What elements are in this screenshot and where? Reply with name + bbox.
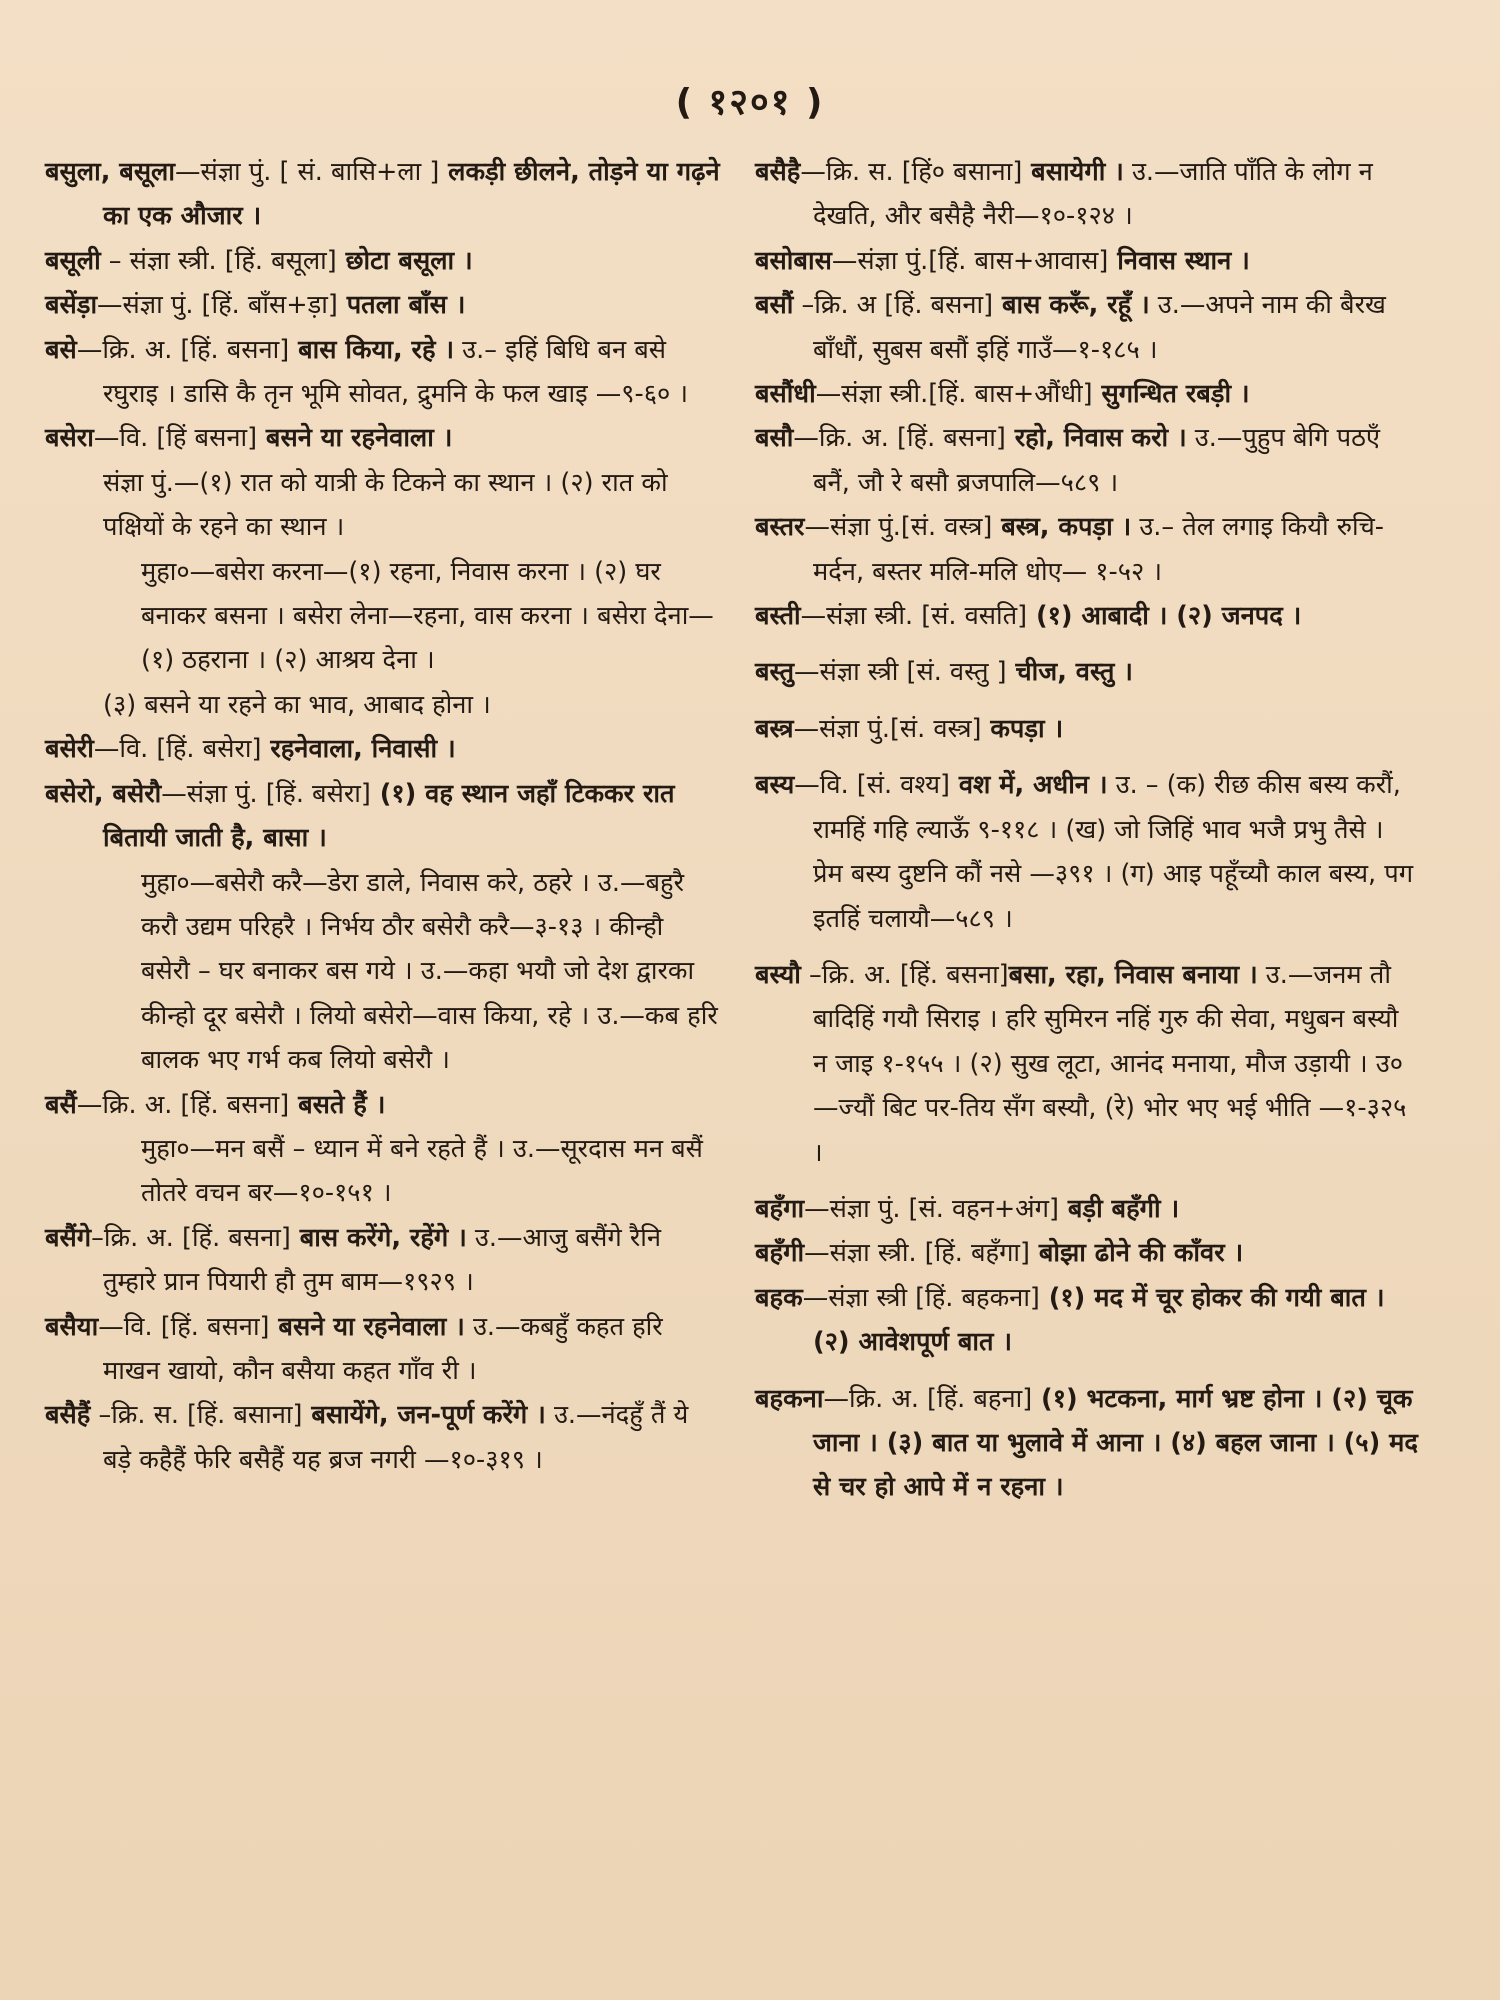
entry-definition: कपड़ा ।	[981, 713, 1064, 744]
dictionary-entry	[45, 283, 720, 327]
entry-headword: बसैं	[45, 1089, 77, 1120]
dictionary-entry	[755, 594, 1420, 638]
entry-subsense: (३) बसने या रहने का भाव, आबाद होना ।	[103, 689, 491, 720]
entry-example: उ.—कबहुँ कहत हरि माखन खायो, कौन बसैया कहत गाँव री ।	[103, 1311, 663, 1386]
entry-headword: बस्ती	[755, 601, 801, 632]
dictionary-entry	[45, 239, 720, 283]
entry-headword: बसौंधी	[755, 379, 816, 410]
entry-grammar: —क्रि. अ. [हिं. बसना]	[76, 1089, 290, 1120]
dictionary-entry	[755, 239, 1420, 283]
entry-definition: रहो, निवास करो ।	[1005, 423, 1187, 454]
entry-definition: बोझा ढोने की काँवर ।	[1029, 1238, 1244, 1269]
entry-example: उ.—जनम तौ बादिहिं गयौ सिराइ । हरि सुमिरन नहिं गुरु की सेवा, मधुबन बस्यौ न जाइ १-१५५ । (२) सुख लूटा, आनंद मनाया, मौज उड़ायी । उ०—ज्यौं बिट पर-तिय सँग बस्यौ, (रे) भोर भए भई भीति —१-३२५ ।	[813, 959, 1407, 1168]
entry-grammar: —संज्ञा पुं. [सं. वहन+अंग]	[804, 1193, 1059, 1224]
entry-grammar: —वि. [हिं. बसेरा]	[93, 734, 262, 765]
dictionary-entry	[755, 707, 1420, 751]
right-column	[755, 150, 1420, 1510]
entry-definition: निवास स्थान ।	[1108, 245, 1250, 276]
entry-example: उ.—पुहुप बेगि पठएँ बनैं, जौ रे बसौ ब्रजपालि—५८९ ।	[813, 423, 1380, 498]
dictionary-entry	[755, 1377, 1420, 1510]
dictionary-entry	[45, 150, 720, 239]
entry-definition: (१) भटकना, मार्ग भ्रष्ट होना । (२) चूक जाना । (३) बात या भुलावे में आना । (४) बहल जाना । (५) मद से चर हो आपे में न रहना ।	[813, 1383, 1418, 1503]
entry-grammar: –क्रि. स. [हिं. बसाना]	[90, 1400, 303, 1431]
entry-grammar: —क्रि. अ. [हिं. बसना]	[793, 423, 1006, 454]
dictionary-entry	[755, 416, 1420, 505]
dictionary-entry	[45, 1083, 720, 1216]
entry-definition: बसा, रहा, निवास बनाया ।	[1008, 959, 1258, 990]
entry-headword: बसेरी	[45, 734, 94, 765]
entry-grammar: – संज्ञा स्त्री. [हिं. बसूला]	[100, 245, 337, 276]
dictionary-entry	[755, 763, 1420, 941]
dictionary-entry	[755, 505, 1420, 594]
entry-definition: बसायेंगे, जन-पूर्ण करेंगे ।	[302, 1400, 546, 1431]
entry-grammar: —क्रि. अ. [हिं. बसना]	[76, 334, 290, 365]
entry-example: उ.—आजु बसैंगे रैनि तुम्हारे प्रान पियारी हौ तुम बाम—१९२९ ।	[103, 1222, 662, 1298]
entry-grammar: —संज्ञा स्त्री [हिं. बहकना]	[802, 1282, 1040, 1313]
entry-grammar: —संज्ञा स्त्री. [हिं. बहँगा]	[804, 1238, 1030, 1269]
entry-grammar: —संज्ञा पुं. [ सं. बासि+ला ]	[174, 157, 440, 187]
left-column	[45, 150, 720, 1482]
entry-headword: बसैंगे	[45, 1222, 92, 1253]
dictionary-entry	[45, 1216, 720, 1305]
entry-headword: बसेरा	[45, 423, 94, 454]
entry-headword: बसौ	[755, 423, 794, 454]
entry-grammar: –क्रि. अ. [हिं. बसना]	[800, 959, 1009, 990]
dictionary-entry	[755, 283, 1420, 372]
entry-example: उ. – (क) रीछ कीस बस्य करौं, रामहिं गहि ल्याऊँ ९-११८ । (ख) जो जिहिं भाव भजै प्रभु तैसे । प्रेम बस्य दुष्टनि कौं नसे —३९१ । (ग) आइ पहूँच्यौ काल बस्य, पग इतहिं चलायौ—५८९ ।	[813, 770, 1414, 934]
entry-definition: (१) आबादी । (२) जनपद ।	[1027, 601, 1302, 632]
entry-definition: बसायेगी ।	[1022, 157, 1124, 187]
entry-headword: बसैया	[45, 1311, 99, 1342]
entry-definition: सुगन्धित रबड़ी ।	[1092, 379, 1250, 410]
dictionary-entry	[45, 1393, 720, 1482]
dictionary-entry	[755, 953, 1420, 1175]
entry-grammar: —संज्ञा पुं. [हिं. बाँस+ड़ा]	[97, 290, 338, 321]
entry-subsense: मुहा०—बसेरौ करै—डेरा डाले, निवास करे, ठहरे । उ.—बहुरै करौ उद्यम परिहरै । निर्भय ठौर बसेरौ करै—३-१३ । कीन्हौ बसेरौ – घर बनाकर बस गये । उ.—कहा भयौ जो देश द्वारका कीन्हो दूर बसेरौ । लियो बसेरो—वास किया, रहे । उ.—कब हरि बालक भए गर्भ कब लियो बसेरौ ।	[141, 867, 718, 1076]
entry-definition: (१) वह स्थान जहाँ टिककर रात बितायी जाती है, बासा ।	[103, 778, 675, 854]
entry-definition: बास करेंगे, रहेंगे ।	[290, 1222, 467, 1253]
entry-grammar: —संज्ञा पुं.[हिं. बास+आवास]	[831, 245, 1109, 276]
entry-headword: बस्य	[755, 770, 795, 801]
entry-headword: बहँगा	[755, 1193, 805, 1224]
dictionary-entry	[755, 1231, 1420, 1275]
entry-grammar: —क्रि. स. [हिं० बसाना]	[800, 157, 1023, 187]
entry-subsense: मुहा०—बसेरा करना—(१) रहना, निवास करना । (२) घर बनाकर बसना । बसेरा लेना—रहना, वास करना । बसेरा देना—(१) ठहराना । (२) आश्रय देना ।	[141, 556, 714, 676]
entry-grammar: —संज्ञा पुं.[सं. वस्त्र]	[793, 713, 982, 744]
entry-definition: बास करूँ, रहूँ ।	[993, 290, 1150, 321]
dictionary-entry	[45, 727, 720, 771]
entry-headword: बस्यौ	[755, 959, 801, 990]
entry-grammar: —वि. [सं. वश्य]	[794, 770, 950, 801]
entry-headword: बस्तु	[755, 657, 795, 688]
entry-definition: बसने या रहनेवाला ।	[269, 1311, 465, 1342]
entry-example: उ.—नंदहुँ तैं ये बड़े कहैहैं फेरि बसैहैं यह ब्रज नगरी —१०-३१९ ।	[103, 1400, 689, 1475]
entry-headword: बसेरो, बसेरौ	[45, 778, 162, 809]
entry-headword: बहँगी	[755, 1238, 805, 1269]
entry-grammar: —संज्ञा स्त्री.[हिं. बास+औंधी]	[815, 379, 1093, 410]
entry-grammar: —संज्ञा स्त्री [सं. वस्तु ]	[794, 657, 1007, 688]
entry-headword: बसे	[45, 334, 77, 365]
entry-grammar: —संज्ञा पुं.[सं. वस्त्र]	[804, 512, 993, 543]
entry-definition: चीज, वस्तु ।	[1006, 657, 1133, 688]
entry-headword: बहक	[755, 1282, 803, 1313]
entry-example: उ.—जाति पाँति के लोग न देखति, और बसैहै नैरी—१०-१२४ ।	[813, 157, 1373, 232]
dictionary-entry	[45, 1305, 720, 1394]
entry-definition: लकड़ी छीलने, तोड़ने या गढ़ने का एक औजार ।	[103, 157, 720, 232]
entry-headword: बसैहैं	[45, 1400, 91, 1431]
entry-definition: वश में, अधीन ।	[949, 770, 1108, 801]
entry-headword: बसेंड़ा	[45, 290, 98, 321]
entry-grammar: —संज्ञा स्त्री. [सं. वसति]	[800, 601, 1028, 632]
dictionary-entry	[45, 328, 720, 417]
entry-definition: छोटा बसूला ।	[336, 245, 473, 276]
dictionary-entry	[755, 650, 1420, 694]
entry-definition: (१) मद में चूर होकर की गयी बात । (२) आवेशपूर्ण बात ।	[813, 1282, 1385, 1358]
entry-example: उ.– इहिं बिधि बन बसे रघुराइ । डासि कै तृन भूमि सोवत, द्रुमनि के फल खाइ —९-६० ।	[103, 334, 689, 410]
entry-subsense: संज्ञा पुं.—(१) रात को यात्री के टिकने का स्थान । (२) रात को पक्षियों के रहने का स्थान ।	[103, 467, 668, 543]
entry-subsense: मुहा०—मन बसैं – ध्यान में बने रहते हैं । उ.—सूरदास मन बसैं तोतरे वचन बर—१०-१५१ ।	[141, 1133, 703, 1209]
entry-grammar: —वि. [हिं. बसना]	[98, 1311, 270, 1342]
entry-headword: बसौं	[755, 290, 794, 321]
dictionary-entry	[755, 372, 1420, 416]
page-number: ( १२०१ )	[675, 82, 825, 123]
entry-grammar: —संज्ञा पुं. [हिं. बसेरा]	[161, 778, 371, 809]
entry-headword: बसैहै	[755, 157, 801, 187]
dictionary-entry	[45, 416, 720, 727]
dictionary-entry	[755, 1276, 1420, 1365]
entry-definition: बड़ी बहँगी ।	[1058, 1193, 1180, 1224]
entry-grammar: —वि. [हिं बसना]	[93, 423, 258, 454]
dictionary-entry	[755, 150, 1420, 239]
entry-headword: बसुला, बसूला	[45, 157, 175, 187]
dictionary-entry	[755, 1187, 1420, 1231]
entry-headword: बस्त्र	[755, 713, 794, 744]
entry-headword: बहकना	[755, 1383, 824, 1414]
entry-definition: बसने या रहनेवाला ।	[257, 423, 453, 454]
entry-definition: बसते हैं ।	[289, 1089, 386, 1120]
entry-grammar: –क्रि. अ [हिं. बसना]	[793, 290, 994, 321]
dictionary-entry	[45, 772, 720, 1083]
entry-headword: बस्तर	[755, 512, 805, 543]
entry-grammar: –क्रि. अ. [हिं. बसना]	[91, 1222, 291, 1253]
entry-example: उ.—अपने नाम की बैरख बाँधौं, सुबस बसौं इहिं गाउँ—१-१८५ ।	[813, 290, 1386, 365]
entry-example: उ.– तेल लगाइ कियौ रुचि-मर्दन, बस्तर मलि-मलि धोए— १-५२ ।	[813, 512, 1385, 587]
entry-definition: रहनेवाला, निवासी ।	[261, 734, 456, 765]
entry-definition: पतला बाँस ।	[337, 290, 466, 321]
entry-definition: बस्त्र, कपड़ा ।	[992, 512, 1132, 543]
entry-headword: बसूली	[45, 245, 101, 276]
entry-headword: बसोबास	[755, 245, 832, 276]
entry-grammar: —क्रि. अ. [हिं. बहना]	[823, 1383, 1033, 1414]
entry-definition: बास किया, रहे ।	[289, 334, 455, 365]
